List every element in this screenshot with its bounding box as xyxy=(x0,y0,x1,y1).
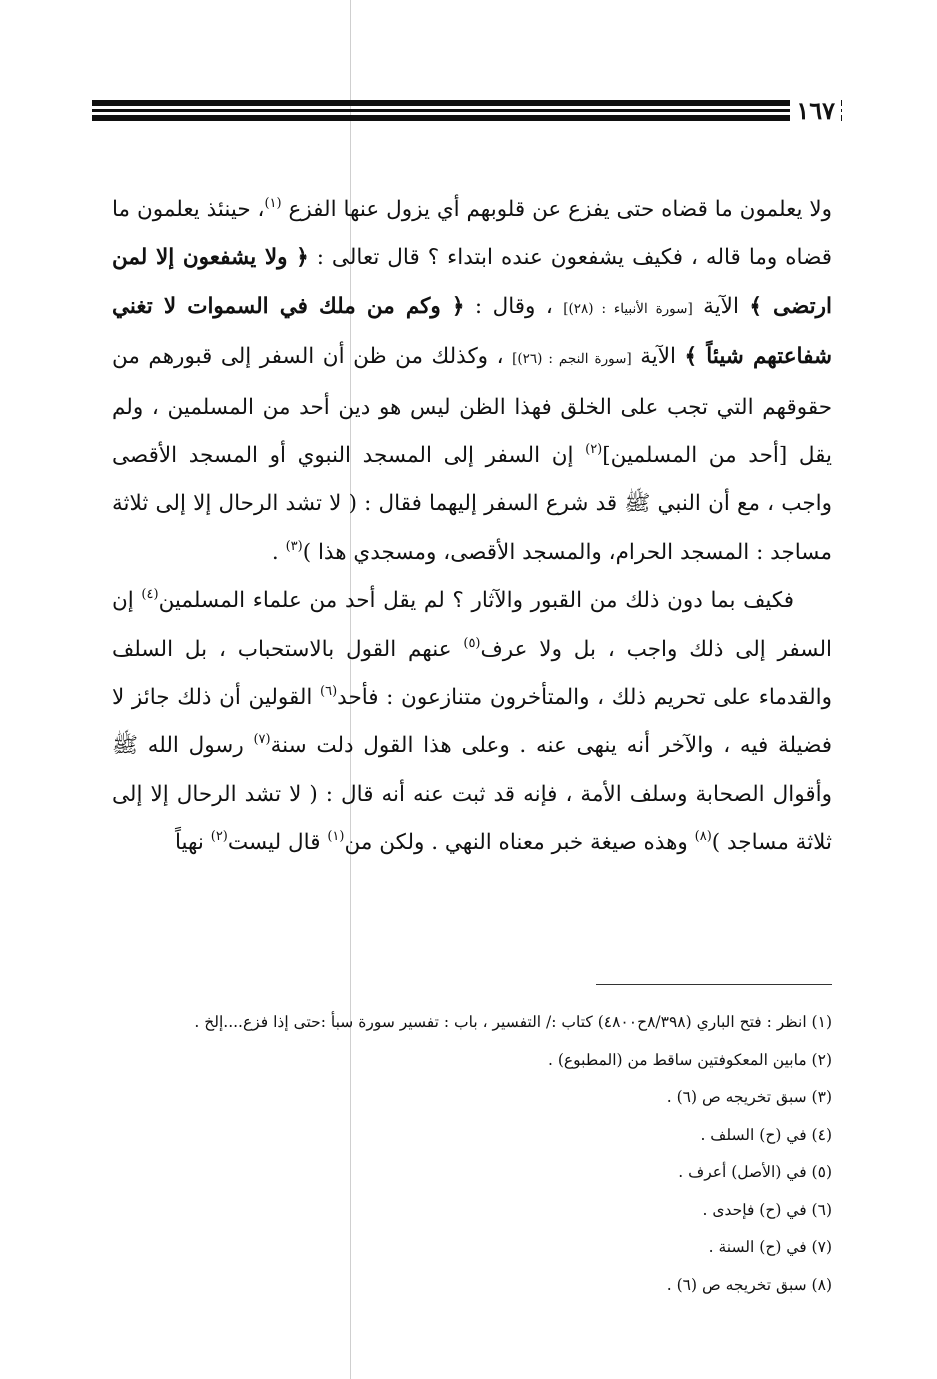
footnote-4: (٤) في (ح) السلف . xyxy=(700,1125,832,1144)
text-run: . xyxy=(271,539,279,565)
footnote-ref: (٢) xyxy=(585,441,603,457)
footnote-6: (٦) في (ح) فإحدى . xyxy=(702,1200,832,1219)
quran-quote: ﴿ وكم من ملك في السموات لا تغني شفاعتهم شيئاً ﴾ xyxy=(112,293,832,370)
paragraph-1 xyxy=(112,186,832,577)
text-run: القولين أن ذلك جائز لا فضيلة فيه ، والآخر أنه ينهى عنه . وعلى هذا القول دلت سنة xyxy=(112,685,833,759)
footnote-ref: (٣) xyxy=(285,538,303,554)
footnote-8: (٨) سبق تخريجه ص (٦) . xyxy=(666,1275,832,1294)
text-run: وهذه صيغة خبر معناه النهي . ولكن من xyxy=(344,830,688,856)
text-run: رسول الله ﷺ وأقوال الصحابة وسلف الأمة ، فإنه قد ثبت عنه أنه قال : ( لا تشد الرحال إلا إلى ثلاثة مساجد ) xyxy=(112,733,832,856)
footnote-ref: (٥) xyxy=(463,635,481,651)
footnote-7: (٧) في (ح) السنة . xyxy=(708,1238,832,1256)
surah-reference: [سورة النجم : (٢٦)] xyxy=(512,351,632,368)
page-number: ١٦٧ xyxy=(790,96,841,126)
header-rule-thick-bottom xyxy=(92,115,842,121)
footnote-ref: (٧) xyxy=(253,732,271,748)
surah-reference: [سورة الأنبياء : (٢٨)] xyxy=(563,300,693,317)
text-run: ، حينئذ يعلمون ما قضاه وما قاله ، فكيف يشفعون عنده ابتداء ؟ قال تعالى : xyxy=(112,197,832,271)
header-rule-thin xyxy=(92,109,842,112)
footnote-3: (٣) سبق تخريجه ص (٦) . xyxy=(666,1088,832,1106)
footnote-ref: (١) xyxy=(327,829,345,845)
footnote-separator xyxy=(596,984,832,985)
footnote-ref: (٢) xyxy=(210,829,228,845)
footnote-5: (٥) في (الأصل) أعرف . xyxy=(678,1163,832,1181)
footnote-1: (١) انظر : فتح الباري (٨/٣٩٨ح٤٨٠٠) كتاب :/ التفسير ، باب : تفسير سورة سبأ :حتى إذا فزع....إلخ . xyxy=(194,1013,832,1031)
main-text xyxy=(112,186,832,868)
footnotes xyxy=(90,1004,832,1304)
quran-quote: ﴿ ولا يشفعون إلا لمن ارتضى ﴾ xyxy=(112,245,832,319)
text-run: عنهم القول بالاستحباب ، بل السلف والقدماء على تحريم ذلك ، والمتأخرون متنازعون : فأحد xyxy=(112,636,832,711)
text-run: قال ليست xyxy=(227,830,321,856)
footnote-2: (٢) مابين المعكوفتين ساقط من (المطبوع) . xyxy=(547,1050,832,1069)
text-run: الآية xyxy=(703,293,739,319)
footnote-ref: (٤) xyxy=(141,587,159,603)
text-run: إن السفر إلى ذلك واجب ، بل ولا عرف xyxy=(112,588,832,662)
text-run: الآية xyxy=(640,344,676,370)
text-run: ولا يعلمون ما قضاه حتى يفزع عن قلوبهم أي يزول عنها الفزع xyxy=(288,197,832,222)
text-run: ، وقال : xyxy=(474,293,553,319)
text-run: فكيف بما دون ذلك من القبور والآثار ؟ لم يقل أحد من علماء المسلمين xyxy=(158,588,794,614)
header-rule xyxy=(92,100,842,126)
text-run: نهياً xyxy=(174,830,204,856)
paragraph-2 xyxy=(112,577,832,867)
footnote-ref: (٦) xyxy=(320,683,338,699)
footnote-ref: (١) xyxy=(264,195,282,211)
header-rule-thick-top xyxy=(92,100,842,106)
text-run: إن السفر إلى المسجد النبوي أو المسجد الأقصى واجب ، مع أن النبي ﷺ قد شرع السفر إليهما فقال : ( لا تشد الرحال إلا إلى ثلاثة مساجد : المسجد الحرام، والمسجد الأقصى، ومسجدي هذا ) xyxy=(112,443,832,565)
footnote-ref: (٨) xyxy=(694,829,712,845)
text-run: ، وكذلك من ظن أن السفر إلى قبورهم من حقوقهم التي تجب على الخلق فهذا الظن ليس هو دين أحد من المسلمين ، ولم يقل [أحد من المسلمين] xyxy=(112,344,833,469)
